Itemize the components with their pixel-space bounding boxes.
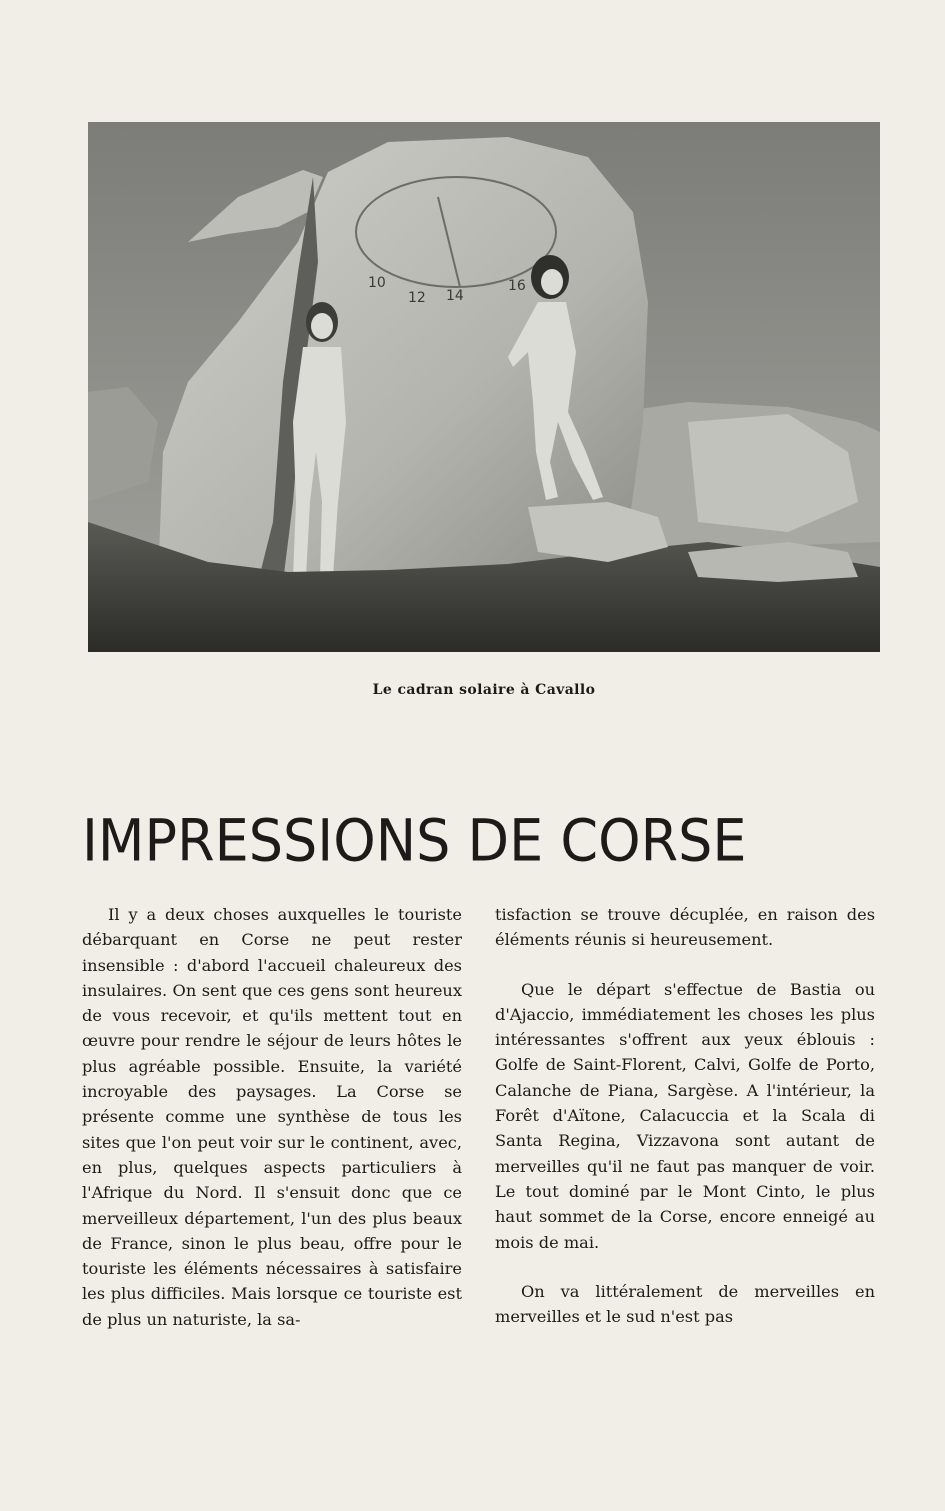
dial-number-16: 16 xyxy=(508,278,526,294)
dial-number-14: 14 xyxy=(446,288,464,304)
paragraph: Que le départ s'effectue de Bastia ou d'Ajaccio, immédiatement les choses les plus intéressantes s'offrent aux yeux éblouis : Golfe de Saint-Florent, Calvi, Golfe de Porto, Calanche de Piana, Sargèse. A l'intérieur, la Forêt d'Aïtone, Calacuccia et la Scala di Santa Regina, Vizzavona sont autant de merveilles qu'il ne faut pas manquer de voir. Le tout dominé par le Mont Cinto, le plus haut sommet de la Corse, encore enneigé au mois de mai. xyxy=(495,979,875,1252)
paragraph-continuation: tisfaction se trouve décuplée, en raison des éléments réunis si heureusement. xyxy=(495,905,875,950)
article-title: IMPRESSIONS DE CORSE xyxy=(82,806,747,875)
photo-caption: Le cadran solaire à Cavallo xyxy=(372,682,596,698)
article-column-right xyxy=(495,902,875,1353)
photo-illustration xyxy=(88,122,880,652)
photo-sundial xyxy=(88,122,880,652)
article-column-left xyxy=(82,902,462,1356)
dial-number-12: 12 xyxy=(408,290,426,306)
paragraph: Il y a deux choses auxquelles le touriste débarquant en Corse ne peut rester insensible : d'abord l'accueil chaleureux des insulaires. On sent que ces gens sont heureux de vous recevoir, et qu'ils mettent tout en œuvre pour rendre le séjour de leurs hôtes le plus agréable possible. Ensuite, la variété incroyable des paysages. La Corse se présente comme une synthèse de tous les sites que l'on peut voir sur le continent, avec, en plus, quelques aspects particuliers à l'Afrique du Nord. Il s'ensuit donc que ce merveilleux département, l'un des plus beaux de France, sinon le plus beau, offre pour le touriste les éléments nécessaires à satisfaire les plus difficiles. Mais lorsque ce touriste est de plus un naturiste, la sa- xyxy=(82,905,462,1329)
paragraph: On va littéralement de merveilles en merveilles et le sud n'est pas xyxy=(495,1281,875,1327)
dial-number-10: 10 xyxy=(368,275,386,291)
